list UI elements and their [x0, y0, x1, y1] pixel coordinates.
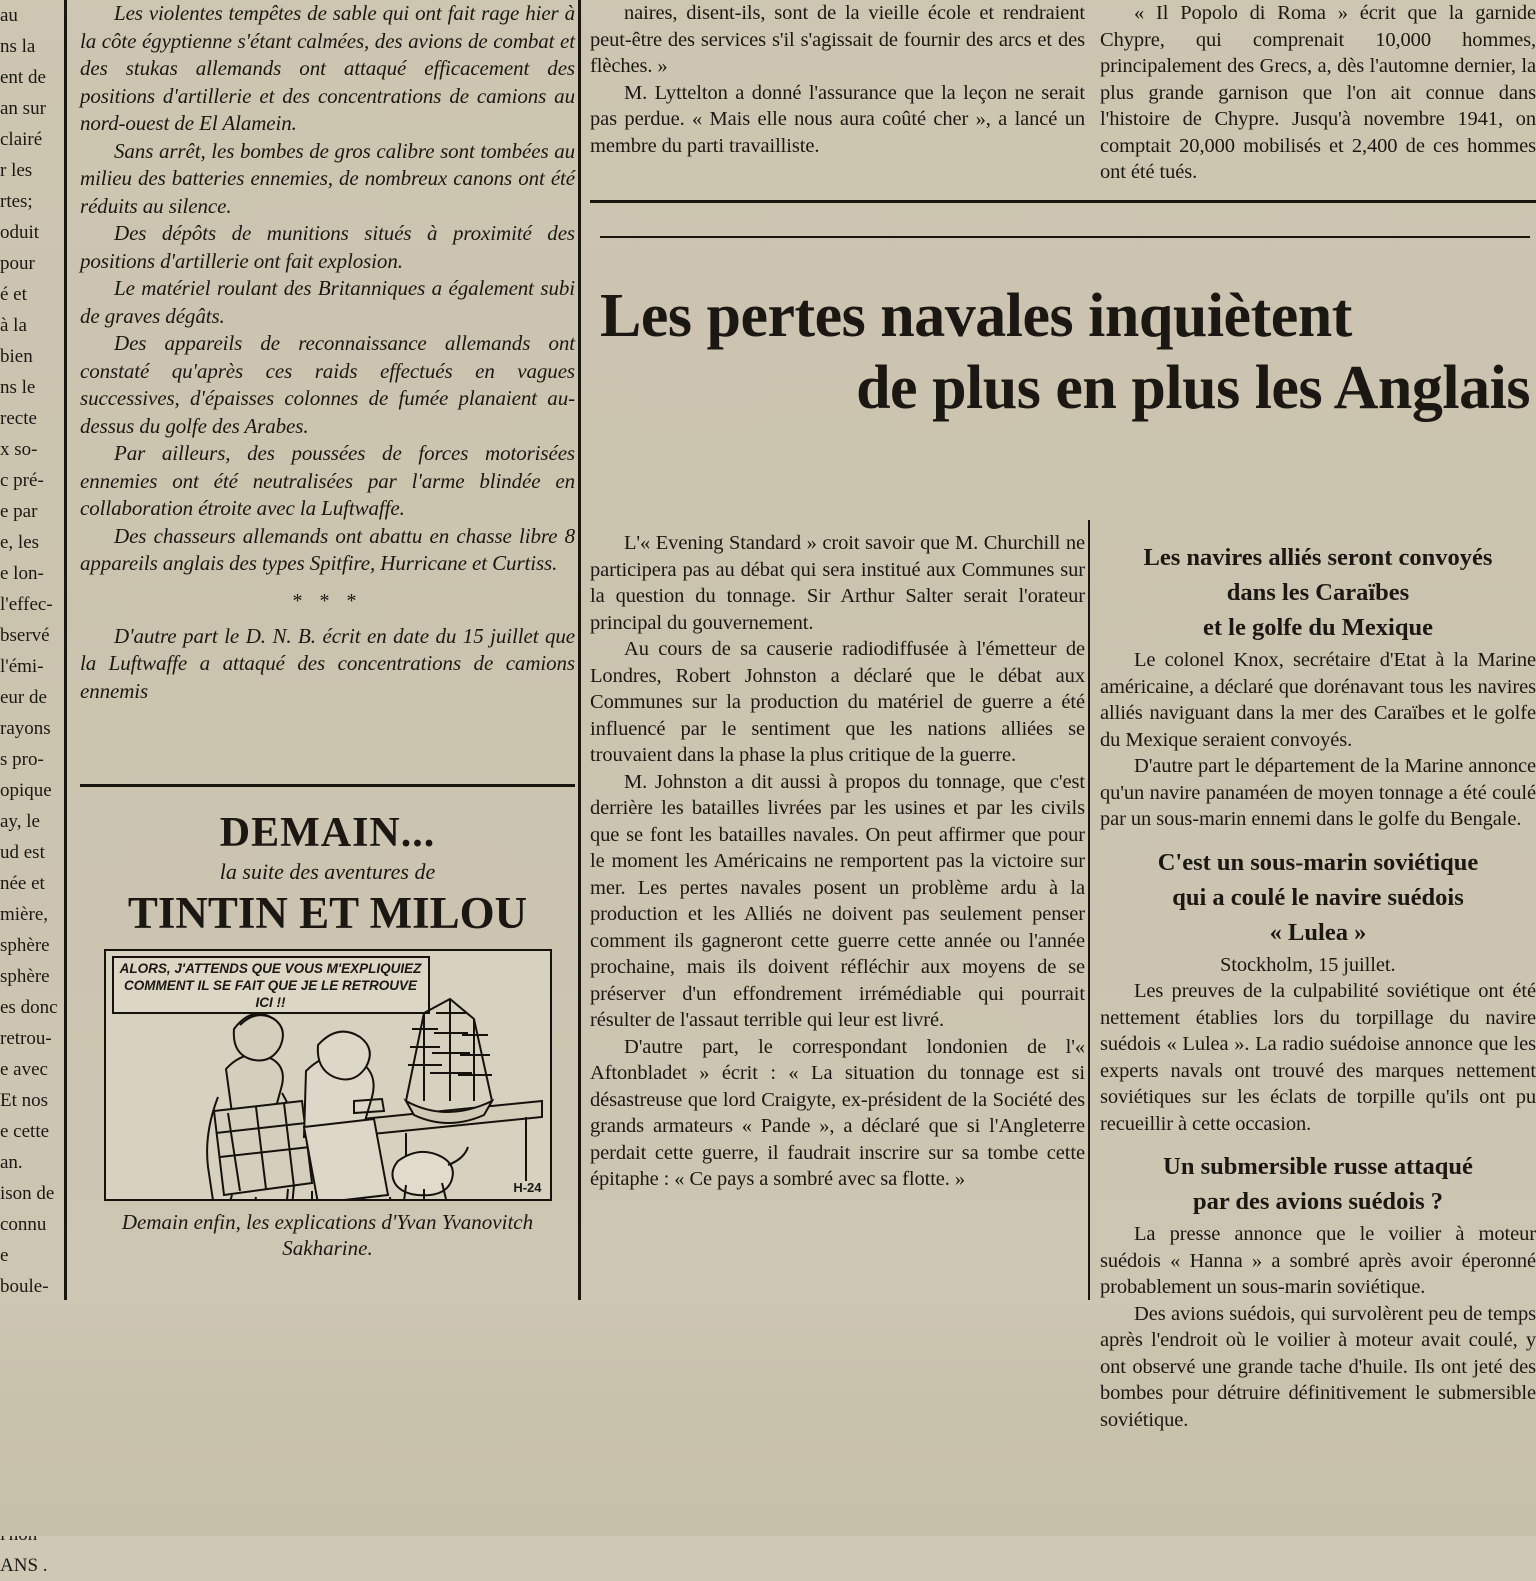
- paragraph: La presse annonce que le voilier à moteur suédois « Hanna » a sombré après avoir éperonné probablement un sous-marin soviétique.: [1100, 1223, 1536, 1298]
- cut-text-line: é et: [0, 284, 27, 305]
- column-center: [590, 0, 1085, 159]
- cut-text-line: clairé: [0, 129, 43, 150]
- paragraph: Sans arrêt, les bombes de gros calibre sont tombées au milieu des batteries ennemies, de nombreux canons ont été réduits au silence.: [80, 138, 575, 218]
- paragraph: Des appareils de reconnaissance allemands ont constaté qu'après ces raids effectués en vagues successives, d'épaisses colonnes de fumée planaient au-dessus du golfe des Arabes.: [80, 331, 575, 438]
- paragraph: Les violentes tempêtes de sable qui ont fait rage hier à la côte égyptienne s'étant calmées, des avions de combat et des stukas allemands ont attaqué efficacement des positions d'artillerie et des concentrations de camions au nord-ouest de El Alamein.: [80, 1, 575, 135]
- paragraph: « Il Popolo di Roma » écrit que la garnide Chypre, qui comprenait 10,000 hommes, principalement des Grecs, a, dès l'automne dernier, la plus grande garnison que l'on ait connue dans l'histoire de Chypre. Jusqu'à novembre 1941, on comptait 20,000 mobilisés et 2,400 de ces hommes ont été tués.: [1100, 2, 1536, 183]
- page-headline: [590, 280, 1536, 424]
- cut-text-line: ison de: [0, 1183, 55, 1204]
- cut-text-line: opique: [0, 780, 52, 801]
- headline-line-1: Les pertes navales inquiètent: [600, 282, 1352, 350]
- paragraph-separator: * * *: [292, 589, 363, 612]
- demain-title: DEMAIN...: [219, 810, 436, 856]
- paragraph: L'« Evening Standard » croit savoir que M. Churchill ne participera pas au débat qui sera institué aux Communes sur la question du tonnage. Sir Arthur Salter serait l'orateur principal du gouvernement.: [590, 532, 1085, 634]
- column-divider: [64, 0, 67, 1300]
- section-rule: [600, 236, 1530, 238]
- cut-text-line: oduit: [0, 222, 40, 243]
- cut-text-line: an.: [0, 1152, 23, 1173]
- column-divider: [578, 520, 580, 1300]
- cut-text-line: pour: [0, 253, 35, 274]
- paragraph: D'autre part, le correspondant londonien de l'« Aftonbladet » écrit : « La situation du tonnage est si désastreuse que lord Craigyte, ex-président de la Société des grands armateurs « Pande », a déclaré que si l'Angleterre perdait cette guerre, il faudrait inscrire sur sa tombe cette épitaphe : « Ce pays a sombré avec sa flotte. »: [590, 1035, 1085, 1190]
- paragraph: Le matériel roulant des Britanniques a également subi de graves dégâts.: [80, 276, 575, 328]
- cut-text-line: à la: [0, 315, 27, 336]
- paragraph: Le colonel Knox, secrétaire d'Etat à la Marine américaine, a déclaré que dorénavant tous les navires alliés naviguant dans la mer des Caraïbes et le golfe du Mexique seraient convoyés.: [1100, 649, 1536, 751]
- comic-panel: [104, 949, 552, 1201]
- section-heading: dans les Caraïbes: [1226, 579, 1410, 606]
- cut-text-line: bservé: [0, 625, 50, 646]
- cut-text-line: eur de: [0, 687, 47, 708]
- headline-line-2: de plus en plus les Anglais: [856, 354, 1530, 422]
- section-heading: Les navires alliés seront convoyés: [1143, 544, 1493, 571]
- cut-text-line: mière,: [0, 904, 49, 925]
- paragraph: M. Lyttelton a donné l'assurance que la leçon ne serait pas perdue. « Mais elle nous aura coûté cher », a lancé un membre du parti travailliste.: [590, 81, 1085, 157]
- cut-text-line: e avec: [0, 1059, 48, 1080]
- cut-text-line: l'émi-: [0, 656, 44, 677]
- cut-text-line: ns la: [0, 36, 36, 57]
- cut-text-line: c pré-: [0, 470, 44, 491]
- cut-text-line: rtes;: [0, 191, 33, 212]
- page-spine-text: [829, 1400, 845, 1406]
- cut-text-line: e boule-: [0, 1245, 49, 1297]
- cut-text-line: ay, le: [0, 811, 40, 832]
- column-left: [80, 0, 575, 705]
- cut-text-line: r les: [0, 160, 33, 181]
- paragraph: naires, disent-ils, sont de la vieille école et rendraient peut-être des services s'il s'agissait de fournir des arcs et des flèches. »: [590, 2, 1085, 77]
- cut-text-line: e, les: [0, 532, 40, 553]
- paragraph: Des avions suédois, qui survolèrent peu de temps après l'endroit où le voilier à moteur avait coulé, y ont observé une grande tache d'huile. Ils ont jeté des bombes pour détruire définitivement le submersible soviétique.: [1100, 1302, 1536, 1431]
- paragraph: Les preuves de la culpabilité soviétique ont été nettement établies lors du torpillage du navire suédois « Lulea ». La radio suédoise annonce que les experts navals ont trouvé des marques nettement soviétiques sur les éclats de torpille qu'ils ont pu recueillir à cette occasion.: [1100, 980, 1536, 1135]
- cut-text-line: an sur: [0, 98, 46, 119]
- cut-text-line: e par: [0, 501, 38, 522]
- demain-subtitle: la suite des aventures de: [219, 859, 436, 884]
- cut-text-line: sphère: [0, 966, 50, 987]
- cut-text-line: ns le: [0, 377, 36, 398]
- cut-text-line: sphère: [0, 935, 50, 956]
- section-heading: « Lulea »: [1269, 918, 1367, 946]
- demain-caption: Demain enfin, les explications d'Yvan Yvanovitch Sakharine.: [121, 1210, 534, 1260]
- cut-text-line: l'effec-: [0, 594, 53, 615]
- cut-text-line: x so-: [0, 439, 38, 460]
- paragraph: Au cours de sa causerie radiodiffusée à l'émetteur de Londres, Robert Johnston a déclaré que le débat aux Communes sur la production du matériel de guerre a été influencé par le sentiment que les nations alliées se trouvaient dans la phase la plus critique de la guerre.: [590, 638, 1085, 766]
- cut-text-line: ud est: [0, 842, 45, 863]
- column-right-main: [1100, 528, 1536, 1433]
- paragraph: Par ailleurs, des poussées de forces motorisées ennemies ont été neutralisées par l'arme blindée en collaboration étroite avec la Luftwaffe.: [80, 441, 575, 520]
- comic-artwork-icon: [106, 951, 550, 1199]
- dateline: Stockholm, 15 juillet.: [1220, 953, 1396, 976]
- section-rule: [590, 200, 1536, 203]
- paragraph: D'autre part le département de la Marine annonce qu'un navire panaméen de moyen tonnage a été coulé par un sous-marin ennemi dans le golfe du Bengale.: [1100, 755, 1536, 830]
- paragraph: Des dépôts de munitions situés à proximité des positions d'artillerie ont fait explosion.: [80, 221, 575, 273]
- cut-text-line: bien: [0, 346, 33, 367]
- section-heading: par des avions suédois ?: [1192, 1188, 1444, 1215]
- paragraph: Des chasseurs allemands ont abattu en chasse libre 8 appareils anglais des types Spitfire, Hurricane et Curtiss.: [80, 523, 575, 575]
- section-heading: qui a coulé le navire suédois: [1172, 883, 1464, 911]
- cut-text-line: retrou-: [0, 1028, 52, 1049]
- cut-text-line: rayons: [0, 718, 51, 739]
- demain-series-title: TINTIN ET MILOU: [127, 888, 528, 938]
- column-right: [1100, 0, 1536, 186]
- column-center-main: [590, 530, 1085, 1193]
- paragraph: D'autre part le D. N. B. écrit en date du 15 juillet que la Luftwaffe a attaqué des concentrations de camions ennemis: [80, 623, 575, 703]
- left-cut-column: [0, 0, 58, 1576]
- cut-text-line: connu: [0, 1214, 47, 1235]
- cut-text-line: ANS .: [0, 1555, 48, 1576]
- cut-text-line: e lon-: [0, 563, 44, 584]
- cut-text-line: es donc: [0, 997, 58, 1018]
- section-rule: [80, 784, 575, 787]
- section-heading: Un submersible russe attaqué: [1163, 1153, 1473, 1180]
- paragraph: M. Johnston a dit aussi à propos du tonnage, que c'est derrière les batailles livrées par les usines et par les civils que se font les batailles navales. On peut affirmer que pour le moment les Américains ne remportent pas la victoire sur mer. Les pertes navales posent un problème ardu à la production et les Alliés ne doivent pas seulement penser comment ils gagneront cette guerre cette année ou l'année prochaine, mais ils doivent réfléchir aux moyens de se préserver d'un effondrement irrémédiable qui pourrait résulter de l'assaut terrible qui leur est livré.: [590, 770, 1085, 1031]
- cut-text-line: née et: [0, 873, 45, 894]
- comic-speech-bubble: ALORS, J'ATTENDS QUE VOUS M'EXPLIQUIEZ COMMENT IL SE FAIT QUE JE LE RETROUVE ICI !!: [112, 956, 430, 1014]
- cut-text-line: e cette: [0, 1121, 50, 1142]
- section-heading: et le golfe du Mexique: [1203, 614, 1433, 641]
- cut-text-line: au: [0, 5, 18, 26]
- cut-text-line: recte: [0, 408, 37, 429]
- cut-text-line: Et nos: [0, 1090, 49, 1111]
- section-heading: C'est un sous-marin soviétique: [1157, 848, 1479, 876]
- demain-advert-box: [80, 795, 575, 1300]
- cut-text-line: s pro-: [0, 749, 44, 770]
- comic-signature: H-24: [513, 1180, 542, 1195]
- column-divider: [1088, 520, 1090, 1300]
- cut-text-line: ent de: [0, 67, 46, 88]
